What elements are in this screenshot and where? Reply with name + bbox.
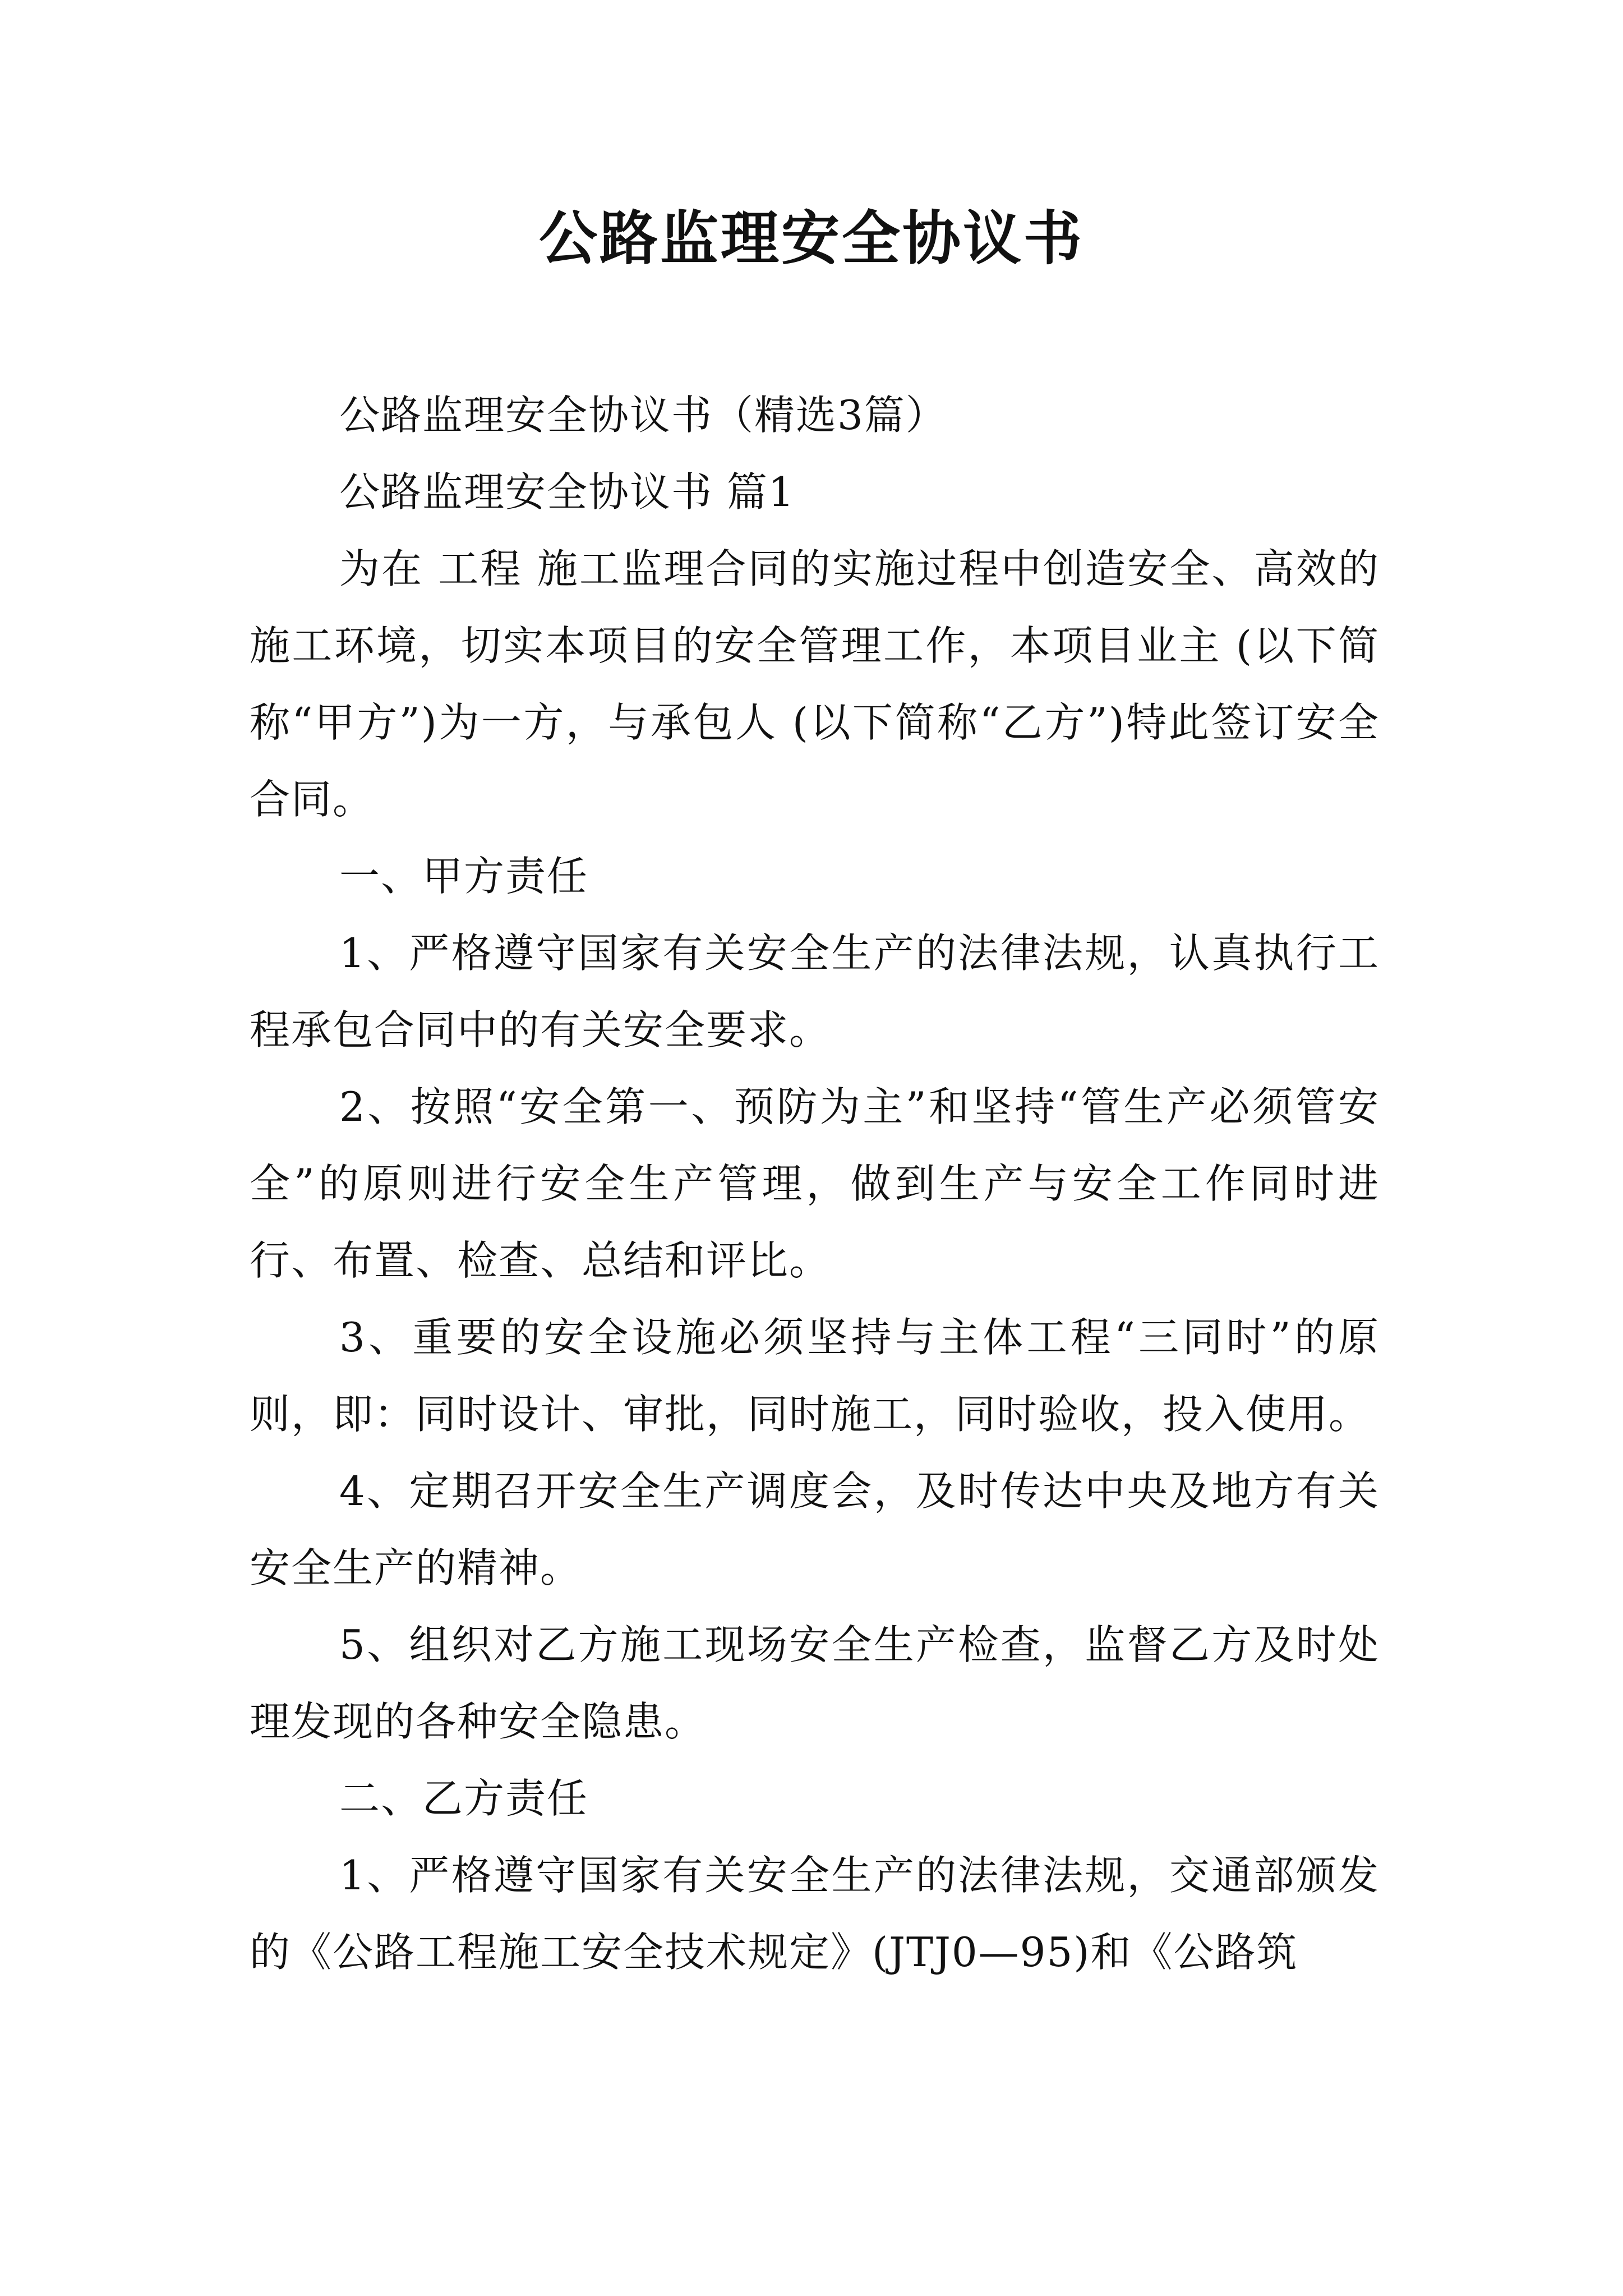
paragraph-party-b-item-1: 1、严格遵守国家有关安全生产的法律法规，交通部颁发的《公路工程施工安全技术规定》(JTJ0—95)和《公路筑 bbox=[250, 1852, 1380, 1976]
paragraph-party-b-heading: 二、乙方责任 bbox=[339, 1775, 589, 1822]
paragraph-subtitle: 公路监理安全协议书（精选3篇） bbox=[339, 392, 947, 439]
document-title: 公路监理安全协议书 bbox=[538, 204, 1084, 273]
paragraph-intro: 为在 工程 施工监理合同的实施过程中创造安全、高效的施工环境，切实本项目的安全管理工作，本项目业主 (以下简称“甲方”)为一方，与承包人 (以下简称“乙方”)特此签订安全合同。 bbox=[250, 545, 1380, 823]
paragraph-section-heading: 公路监理安全协议书 篇1 bbox=[339, 468, 795, 516]
document-body bbox=[250, 377, 1380, 1991]
paragraph-party-a-item-2: 2、按照“安全第一、预防为主”和坚持“管生产必须管安全”的原则进行安全生产管理，做到生产与安全工作同时进行、布置、检查、总结和评比。 bbox=[250, 1083, 1380, 1284]
paragraph-party-a-item-1: 1、严格遵守国家有关安全生产的法律法规，认真执行工程承包合同中的有关安全要求。 bbox=[250, 930, 1380, 1053]
paragraph-party-a-item-3: 3、重要的安全设施必须坚持与主体工程“三同时”的原则，即：同时设计、审批，同时施工，同时验收，投入使用。 bbox=[250, 1314, 1380, 1438]
paragraph-party-a-item-5: 5、组织对乙方施工现场安全生产检查，监督乙方及时处理发现的各种安全隐患。 bbox=[250, 1621, 1380, 1745]
paragraph-party-a-item-4: 4、定期召开安全生产调度会，及时传达中央及地方有关安全生产的精神。 bbox=[250, 1467, 1380, 1591]
paragraph-party-a-heading: 一、甲方责任 bbox=[339, 853, 589, 900]
